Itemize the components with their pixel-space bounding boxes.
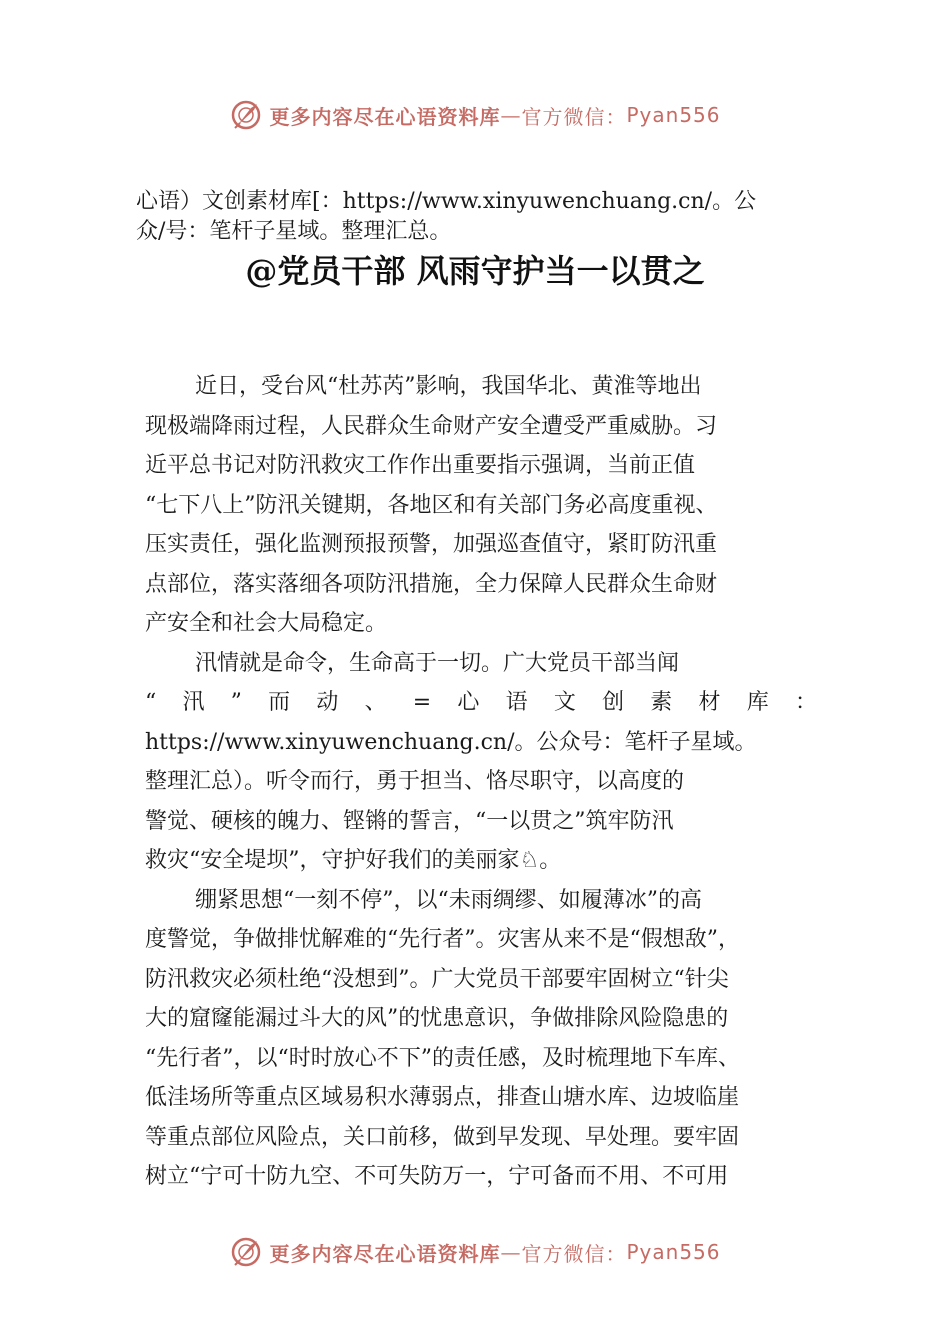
body-line: 树立“宁可十防九空、不可失防万一，宁可备而不用、不可用 (145, 1164, 729, 1189)
spread-char: 语 (505, 690, 528, 715)
watermark-separator: — (500, 103, 522, 127)
body-line: 汛情就是命令，生命高于一切。广大党员干部当闻 (195, 650, 680, 676)
body-line: 大的窟窿能漏过斗大的风”的忧患意识，争做排除风险隐患的 (145, 1006, 729, 1031)
spread-char: “ (145, 690, 157, 715)
body-line: 近日，受台风“杜苏芮”影响，我国华北、黄淮等地出 (195, 374, 702, 399)
quill-logo-icon (229, 1235, 263, 1269)
body-line: 等重点部位风险点，关口前移，做到早发现、早处理。要牢固 (145, 1124, 740, 1150)
spread-char: ” (230, 690, 242, 715)
header-line-1: 心语）文创素材库[：https://www.xinyuwenchuang.cn/。公 (136, 189, 757, 214)
watermark-separator: — (500, 1240, 522, 1264)
body-line: “七下八上”防汛关键期，各地区和有关部门务必高度重视、 (145, 492, 718, 518)
watermark-text: 更多内容尽在心语资料库 (269, 104, 501, 129)
body-line: 压实责任，强化监测预报预警，加强巡查值守，紧盯防汛重 (145, 532, 718, 557)
article-title: @党员干部 风雨守护当一以贯之 (245, 252, 705, 290)
watermark-text: 更多内容尽在心语资料库 (269, 1241, 501, 1266)
spread-char: 文 (553, 690, 576, 715)
body-line: 整理汇总）。听令而行，勇于担当、恪尽职守，以高度的 (145, 769, 685, 794)
body-line: 警觉、硬核的魄力、铿锵的誓言，“一以贯之”筑牢防汛 (145, 808, 674, 834)
body-line: 近平总书记对防汛救灾工作作出重要指示强调，当前正值 (145, 453, 696, 478)
quill-logo-icon (229, 98, 263, 132)
header-line-2: 众/号：笔杆子星域。整理汇总。 (136, 219, 452, 244)
spread-char: ： (794, 690, 817, 715)
body-line: 产安全和社会大局稳定。 (145, 611, 388, 636)
watermark-wechat-label: 官方微信： (521, 104, 627, 129)
spread-char: 汛 (182, 690, 205, 715)
spread-char: 库 (746, 690, 769, 715)
article-body (145, 367, 825, 1197)
body-line: https://www.xinyuwenchuang.cn/。公众号：笔杆子星域。 (145, 729, 757, 755)
watermark-wechat-label: 官方微信： (521, 1241, 627, 1266)
body-line: 点部位，落实落细各项防汛措施，全力保障人民群众生命财 (145, 571, 718, 597)
body-line: 低洼场所等重点区域易积水薄弱点，排查山塘水库、边坡临崖 (145, 1085, 740, 1110)
body-line: 救灾“安全堤坝”，守护好我们的美丽家♘。 (145, 848, 562, 873)
spread-char: 创 (602, 690, 625, 715)
body-line-spread (145, 683, 817, 723)
watermark-header (0, 95, 950, 135)
spread-char: 心 (457, 690, 480, 715)
spread-char: 素 (650, 690, 673, 715)
spread-char: 动 (316, 690, 339, 715)
spread-char: 而 (268, 690, 291, 715)
spread-char: 、 (364, 690, 387, 715)
watermark-handle: Pyan556 (626, 1240, 721, 1264)
body-line: 现极端降雨过程，人民群众生命财产安全遭受严重威胁。习 (145, 413, 718, 439)
body-line: 度警觉，争做排忧解难的“先行者”。灾害从来不是“假想敌”， (145, 927, 740, 952)
body-line: “先行者”，以“时时放心不下”的责任感，及时梳理地下车库、 (145, 1045, 740, 1071)
body-line: 绷紧思想“一刻不停”，以“未雨绸缪、如履薄冰”的高 (195, 887, 702, 913)
watermark-handle: Pyan556 (626, 103, 721, 127)
spread-char: 材 (698, 690, 721, 715)
spread-char: = (412, 690, 432, 715)
watermark-footer (0, 1232, 950, 1272)
body-line: 防汛救灾必须杜绝“没想到”。广大党员干部要牢固树立“针尖 (145, 966, 729, 992)
